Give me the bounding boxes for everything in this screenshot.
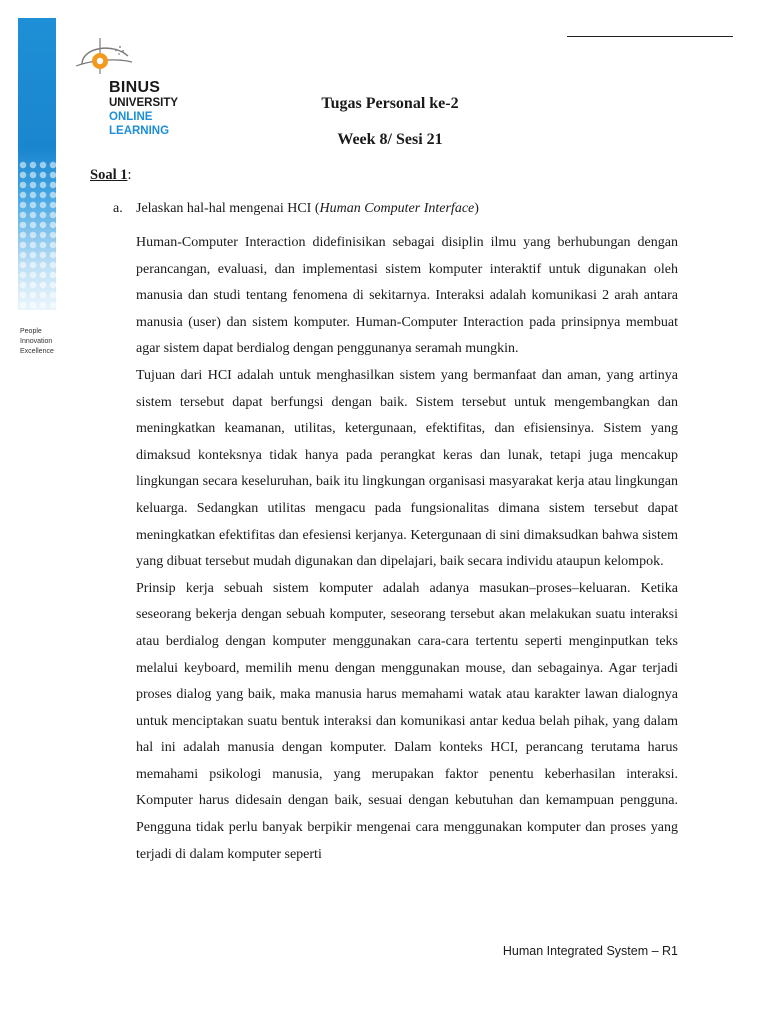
tagline-word: People [20, 328, 42, 335]
paragraph: Human-Computer Interaction didefinisikan sebagai disiplin ilmu yang berhubungan dengan perancangan, evaluasi, dan implementasi sistem komputer interaktif untuk digunakan oleh manusia dan studi tentang fenomena di sekitarnya. Interaksi adalah komunikasi 2 arah antara manusia (user) dan sistem komputer. Human-Computer Interaction pada prinsipnya membuat agar sistem dapat berdialog dengan penggunanya seramah mungkin. [136, 235, 678, 357]
list-marker: a. [113, 201, 123, 216]
section-label: Soal 1 [90, 167, 128, 183]
tagline-word: Excellence [20, 348, 54, 355]
decorative-dot-pattern [18, 160, 56, 310]
paragraph: Prinsip kerja sebuah sistem komputer adalah adanya masukan–proses–keluaran. Ketika seseorang bekerja dengan sebuah komputer, seseorang tersebut akan melakukan suatu interaksi atau berdialog dengan komputer menggunakan cara-cara tertentu seperti menginputkan teks melalui keyboard, memilih menu dengan menggunakan mouse, dan sebagainya. Agar terjadi proses dialog yang baik, maka manusia harus memahami watak atau karakter lawan dialognya untuk menciptakan suatu bentuk interaksi dan komunikasi antar kedua belah pihak, yang dalam hal ini adalah manusia dengan komputer. Dalam konteks HCI, perancang terutama harus memahami psikologi manusia, yang merupakan faktor penentu keberhasilan interaksi. Komputer harus didesain dengan baik, sesuai dengan kebutuhan dan kemampuan pengguna. Pengguna tidak perlu banyak berpikir mengenai cara menggunakan komputer dan proses yang terjadi di dalam komputer seperti [136, 580, 678, 862]
logo-university-text: UNIVERSITY [109, 97, 179, 109]
logo-wordmark [109, 80, 178, 138]
logo-binus-text: BINUS [109, 79, 161, 96]
question-text-italic: Human Computer Interface [319, 201, 475, 216]
paragraph: Tujuan dari HCI adalah untuk menghasilkan sistem yang bermanfaat dan aman, yang artinya sistem tersebut dapat berfungsi dengan baik. Sistem tersebut untuk mengembangkan dan meningkatkan keamanan, utilitas, ketergunaan, efektifitas, dan efisiensinya. Sistem yang dimaksud konteksnya tidak hanya pada perangkat keras dan lunak, tetapi juga mencakup lingkungan secara keseluruhan, baik itu lingkungan organisasi masyarakat kerja atau lingkungan keluarga. Sedangkan utilitas mengacu pada fungsionalitas dimana sistem tersebut dapat meningkatkan efektifitas dan efesiensi kerjanya. Ketergunaan di sini dimaksudkan bahwa sistem yang dibuat tersebut mudah digunakan dan dipelajari, baik secara individu ataupun kelompok. [136, 367, 678, 570]
document-subtitle: Week 8/ Sesi 21 [337, 131, 443, 148]
question-text-start: Jelaskan hal-hal mengenai HCI ( [136, 201, 320, 216]
page-footer: Human Integrated System – R1 [502, 944, 678, 958]
logo-learning-text: LEARNING [109, 125, 170, 137]
question-text-end: ) [474, 201, 479, 216]
section-suffix: : [127, 167, 132, 183]
binus-logo [72, 36, 192, 146]
tagline-word: Innovation [20, 338, 53, 345]
section-heading [90, 167, 132, 184]
document-title: Tugas Personal ke-2 [321, 95, 459, 112]
header-rule [567, 36, 733, 37]
university-tagline [20, 327, 54, 357]
question-text [136, 201, 479, 217]
logo-online-text: ONLINE [109, 111, 153, 123]
answer-body [136, 230, 678, 868]
